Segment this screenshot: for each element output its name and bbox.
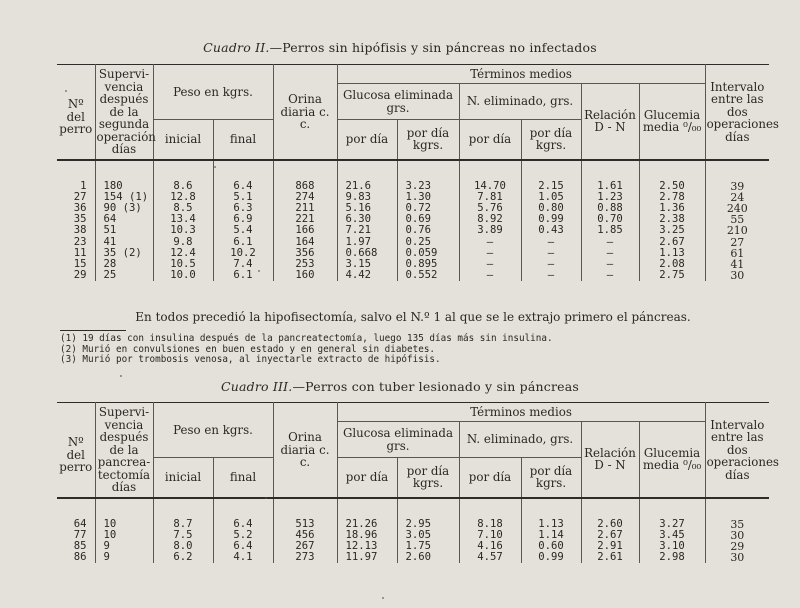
t3-header-interval-text: Intervalo entre las dos operaciones días — [706, 417, 779, 482]
cell-urine: 221 — [273, 214, 337, 225]
cell-glucose-per-day: 9.83 — [337, 192, 397, 203]
cell-interval: 27 — [705, 237, 769, 248]
scan-speck — [258, 270, 260, 272]
cell-urine: 166 — [273, 225, 337, 236]
cell-glucose-per-day: 5.16 — [337, 203, 397, 214]
t3-header-survival — [95, 403, 153, 498]
t3-header-nitrogen-per-day-text: por día — [468, 470, 512, 484]
cell-nitrogen-per-day: — — [459, 270, 521, 281]
table-row — [57, 225, 769, 236]
cell-glucose-per-day-kg: 1.75 — [397, 541, 459, 552]
cell-weight-initial: 8.6 — [153, 181, 213, 192]
cell-weight-initial: 10.0 — [153, 270, 213, 281]
cell-interval: 240 — [705, 203, 769, 214]
cell-glucose-per-day-kg: 2.60 — [397, 552, 459, 563]
cell-survival: 9 — [95, 541, 153, 552]
cell-glucose-per-day: 12.13 — [337, 541, 397, 552]
cell-interval: 24 — [705, 192, 769, 203]
cell-survival: 10 — [95, 530, 153, 541]
header-urine-text: Orina diaria c. c. — [280, 92, 330, 131]
table3 — [57, 402, 779, 565]
cell-glucose-per-day-kg: 0.69 — [397, 214, 459, 225]
cell-survival: 64 — [95, 214, 153, 225]
header-glycemia — [639, 84, 705, 160]
cell-glucose-per-day: 0.668 — [337, 248, 397, 259]
cell-weight-final: 6.3 — [213, 203, 273, 214]
spacer-cell — [337, 498, 397, 519]
cell-glycemia: 3.25 — [639, 225, 705, 236]
cell-dn-ratio: — — [581, 248, 639, 259]
cell-nitrogen-per-day: — — [459, 248, 521, 259]
cell-dn-ratio: 2.67 — [581, 530, 639, 541]
t3-header-weight-text: Peso en kgrs. — [173, 422, 253, 437]
cell-glucose-per-day: 18.96 — [337, 530, 397, 541]
cell-weight-final: 5.4 — [213, 225, 273, 236]
cell-urine: 160 — [273, 270, 337, 281]
cell-glycemia: 2.98 — [639, 552, 705, 563]
cell-nitrogen-per-day-kg: 0.60 — [521, 541, 581, 552]
cell-glucose-per-day-kg: 0.25 — [397, 237, 459, 248]
header-weight — [153, 65, 273, 120]
cell-glucose-per-day-kg: 0.552 — [397, 270, 459, 281]
cell-dog-no: 85 — [73, 539, 87, 552]
cell-glucose-per-day-kg: 2.95 — [397, 519, 459, 530]
spacer-cell — [213, 160, 273, 181]
cell-nitrogen-per-day-kg: 2.15 — [521, 181, 581, 192]
cell-dog-no: 77 — [73, 528, 87, 541]
t3-header-final — [213, 458, 273, 498]
cell-glucose-per-day-kg: 0.059 — [397, 248, 459, 259]
t3-header-urine — [273, 403, 337, 498]
cell-glucose-per-day: 6.30 — [337, 214, 397, 225]
cell-interval: 55 — [705, 214, 769, 225]
cell-interval: 39 — [705, 181, 769, 192]
t3-header-initial — [153, 458, 213, 498]
spacer-cell — [213, 498, 273, 519]
header-nitrogen-per-day-text: por día — [468, 132, 512, 146]
cell-weight-final: 6.4 — [213, 181, 273, 192]
cell-dog-no: 35 — [73, 213, 87, 226]
cell-nitrogen-per-day-kg: — — [521, 270, 581, 281]
cell-glycemia: 2.78 — [639, 192, 705, 203]
cell-dn-ratio: 1.85 — [581, 225, 639, 236]
header-average-text: Términos medios — [470, 66, 572, 81]
cell-urine: 356 — [273, 248, 337, 259]
cell-glucose-per-day-kg: 3.05 — [397, 530, 459, 541]
cell-glycemia: 2.75 — [639, 270, 705, 281]
cell-nitrogen-per-day-kg: 0.80 — [521, 203, 581, 214]
cell-weight-initial: 12.8 — [153, 192, 213, 203]
cell-survival: 154 (1) — [95, 192, 153, 203]
cell-dog-no: 11 — [73, 246, 87, 259]
spacer-cell — [95, 498, 153, 519]
header-final-text: final — [229, 132, 257, 146]
footnote-2: (2) Murió en convulsiones en buen estado y en general sin diabetes. — [60, 343, 436, 355]
cell-dn-ratio: 1.23 — [581, 192, 639, 203]
cell-nitrogen-per-day-kg: 0.99 — [521, 552, 581, 563]
spacer-cell — [521, 498, 581, 519]
t3-header-dog-no-text: Nº del perro — [59, 435, 93, 474]
cell-nitrogen-per-day: 4.16 — [459, 541, 521, 552]
t3-header-glucose-text: Glucosa eliminada grs. — [342, 426, 454, 453]
spacer-cell — [705, 498, 769, 519]
spacer-cell — [337, 160, 397, 181]
header-interval — [705, 65, 779, 160]
cell-nitrogen-per-day: 7.81 — [459, 192, 521, 203]
cell-nitrogen-per-day-kg: 0.99 — [521, 214, 581, 225]
cell-dn-ratio: 0.70 — [581, 214, 639, 225]
spacer-cell — [95, 160, 153, 181]
t3-header-dn — [581, 422, 639, 498]
t3-header-average — [337, 403, 705, 422]
table-spacer-row — [57, 160, 769, 181]
cell-nitrogen-per-day-kg: — — [521, 259, 581, 270]
spacer-cell — [397, 160, 459, 181]
table3-caption-prefix: Cuadro III. — [220, 379, 293, 394]
t3-header-nitrogen-per-day-kg-text: por día kgrs. — [529, 463, 573, 491]
t3-header-nitrogen-text: N. eliminado, grs. — [466, 432, 574, 447]
spacer-cell — [273, 160, 337, 181]
cell-urine: 211 — [273, 203, 337, 214]
cell-glucose-per-day-kg: 3.23 — [397, 181, 459, 192]
cell-urine: 273 — [273, 552, 337, 563]
t3-header-glucose-per-day — [337, 458, 397, 498]
t3-header-interval — [705, 403, 779, 498]
cell-nitrogen-per-day-kg: 1.13 — [521, 519, 581, 530]
t3-header-glucose-per-day-kg-text: por día kgrs. — [406, 463, 450, 491]
cell-weight-final: 10.2 — [213, 248, 273, 259]
cell-dog-no: 38 — [73, 224, 87, 237]
header-nitrogen-text: N. eliminado, grs. — [466, 94, 574, 109]
cell-urine: 513 — [273, 519, 337, 530]
cell-glycemia: 3.45 — [639, 530, 705, 541]
cell-dn-ratio: — — [581, 270, 639, 281]
t3-header-initial-text: inicial — [164, 470, 202, 484]
header-dog-no-text: Nº del perro — [59, 97, 93, 136]
header-dn — [581, 84, 639, 160]
cell-dog-no: 36 — [73, 201, 87, 214]
cell-nitrogen-per-day: 7.10 — [459, 530, 521, 541]
table-row — [57, 552, 769, 563]
spacer-cell — [521, 160, 581, 181]
cell-dog-no: 64 — [73, 517, 87, 530]
t3-header-urine-text: Orina diaria c. c. — [280, 430, 330, 469]
t3-header-dog-no — [57, 403, 95, 498]
t3-header-glucose-per-day-kg — [397, 458, 459, 498]
cell-glycemia: 2.50 — [639, 181, 705, 192]
table2-caption-text: —Perros sin hipófisis y sin páncreas no infectados — [269, 40, 597, 55]
cell-nitrogen-per-day-kg: 1.05 — [521, 192, 581, 203]
cell-interval: 61 — [705, 248, 769, 259]
cell-weight-initial: 10.3 — [153, 225, 213, 236]
header-glucose — [337, 84, 459, 120]
cell-weight-initial: 6.2 — [153, 552, 213, 563]
cell-glycemia: 1.36 — [639, 203, 705, 214]
cell-glycemia: 3.27 — [639, 519, 705, 530]
spacer-cell — [639, 498, 705, 519]
header-final — [213, 120, 273, 160]
cell-glucose-per-day: 7.21 — [337, 225, 397, 236]
table3-caption — [0, 379, 800, 394]
spacer-cell — [581, 160, 639, 181]
cell-weight-final: 4.1 — [213, 552, 273, 563]
spacer-cell — [153, 160, 213, 181]
cell-weight-initial: 10.5 — [153, 259, 213, 270]
t3-header-final-text: final — [229, 470, 257, 484]
cell-weight-final: 6.4 — [213, 541, 273, 552]
table3-body — [57, 498, 769, 564]
cell-nitrogen-per-day: — — [459, 259, 521, 270]
cell-survival: 28 — [95, 259, 153, 270]
cell-weight-initial: 9.8 — [153, 237, 213, 248]
header-dog-no — [57, 65, 95, 160]
footnote-1: (1) 19 días con insulina después de la pancreatectomía, luego 135 días más sin insulina. — [60, 333, 553, 344]
t3-header-average-text: Términos medios — [470, 404, 572, 419]
spacer-cell — [57, 160, 95, 181]
table3-caption-text: —Perros con tuber lesionado y sin páncreas — [292, 379, 580, 394]
table2 — [57, 64, 779, 283]
spacer-cell — [459, 498, 521, 519]
header-survival-text: Supervi-vencia después de la segunda operación días — [96, 67, 156, 156]
cell-glucose-per-day-kg: 0.895 — [397, 259, 459, 270]
cell-survival: 41 — [95, 237, 153, 248]
cell-survival: 51 — [95, 225, 153, 236]
cell-weight-initial: 12.4 — [153, 248, 213, 259]
t3-header-glucose — [337, 422, 459, 458]
cell-nitrogen-per-day-kg: — — [521, 248, 581, 259]
cell-glycemia: 2.08 — [639, 259, 705, 270]
cell-survival: 9 — [95, 552, 153, 563]
header-glycemia-text: Glucemia media ⁰/₀₀ — [642, 107, 702, 135]
spacer-cell — [581, 498, 639, 519]
header-nitrogen-per-day — [459, 120, 521, 160]
cell-glycemia: 1.13 — [639, 248, 705, 259]
header-dn-text: Relación D - N — [584, 107, 636, 135]
t3-header-glycemia-text: Glucemia media ⁰/₀₀ — [642, 445, 702, 473]
spacer-cell — [153, 498, 213, 519]
cell-dog-no: 15 — [73, 257, 87, 270]
cell-survival: 90 (3) — [95, 203, 153, 214]
header-nitrogen-per-day-kg — [521, 120, 581, 160]
cell-glycemia: 2.38 — [639, 214, 705, 225]
cell-dn-ratio: 2.91 — [581, 541, 639, 552]
footnote-3: (3) Murió por trombosis venosa, al inyectarle extracto de hipófisis. — [60, 354, 441, 366]
spacer-cell — [273, 498, 337, 519]
cell-glucose-per-day: 21.26 — [337, 519, 397, 530]
t3-header-nitrogen-per-day — [459, 458, 521, 498]
spacer-cell — [639, 160, 705, 181]
cell-glucose-per-day: 3.15 — [337, 259, 397, 270]
cell-urine: 274 — [273, 192, 337, 203]
footnote-rule — [60, 330, 126, 331]
header-urine — [273, 65, 337, 160]
cell-nitrogen-per-day: 4.57 — [459, 552, 521, 563]
cell-interval: 30 — [705, 530, 769, 541]
cell-nitrogen-per-day: 8.92 — [459, 214, 521, 225]
spacer-cell — [459, 160, 521, 181]
t3-header-survival-text: Supervi-vencia después de la pancrea-tectomía días — [97, 405, 151, 494]
table2-body — [57, 160, 769, 282]
header-average — [337, 65, 705, 84]
cell-dog-no: 86 — [73, 551, 87, 564]
scan-speck — [214, 166, 216, 168]
cell-weight-final: 6.1 — [213, 270, 273, 281]
header-weight-text: Peso en kgrs. — [173, 84, 253, 99]
table2-caption — [0, 40, 800, 55]
t3-header-dn-text: Relación D - N — [584, 445, 636, 473]
cell-interval: 41 — [705, 259, 769, 270]
header-glucose-per-day-kg — [397, 120, 459, 160]
footnotes — [60, 334, 553, 366]
cell-glucose-per-day: 1.97 — [337, 237, 397, 248]
cell-urine: 253 — [273, 259, 337, 270]
cell-nitrogen-per-day: 5.76 — [459, 203, 521, 214]
t3-header-glucose-per-day-text: por día — [345, 470, 389, 484]
cell-nitrogen-per-day: 8.18 — [459, 519, 521, 530]
cell-dn-ratio: 0.88 — [581, 203, 639, 214]
table2-note: En todos precedió la hipofisectomía, salvo el N.º 1 al que se le extrajo primero el páncreas. — [135, 310, 691, 324]
cell-dn-ratio: 1.61 — [581, 181, 639, 192]
cell-glycemia: 2.67 — [639, 237, 705, 248]
cell-dog-no: 29 — [73, 269, 87, 282]
cell-weight-final: 5.2 — [213, 530, 273, 541]
header-initial — [153, 120, 213, 160]
cell-nitrogen-per-day: — — [459, 237, 521, 248]
cell-weight-initial: 8.5 — [153, 203, 213, 214]
cell-nitrogen-per-day: 3.89 — [459, 225, 521, 236]
cell-interval: 35 — [705, 519, 769, 530]
cell-weight-final: 6.4 — [213, 519, 273, 530]
cell-dn-ratio: 2.60 — [581, 519, 639, 530]
cell-dog-no: 1 — [80, 179, 87, 192]
header-nitrogen-per-day-kg-text: por día kgrs. — [529, 125, 573, 153]
scan-speck — [382, 597, 384, 599]
cell-dn-ratio: — — [581, 259, 639, 270]
scan-speck — [120, 375, 122, 377]
spacer-cell — [397, 498, 459, 519]
scan-speck — [265, 497, 267, 499]
cell-interval: 30 — [705, 270, 769, 281]
cell-glucose-per-day-kg: 0.72 — [397, 203, 459, 214]
cell-urine: 267 — [273, 541, 337, 552]
scan-speck — [65, 90, 67, 92]
header-glucose-per-day-text: por día — [345, 132, 389, 146]
cell-urine: 164 — [273, 237, 337, 248]
cell-nitrogen-per-day-kg: — — [521, 237, 581, 248]
cell-weight-initial: 7.5 — [153, 530, 213, 541]
cell-urine: 868 — [273, 181, 337, 192]
t3-header-nitrogen-per-day-kg — [521, 458, 581, 498]
spacer-cell — [705, 160, 769, 181]
cell-survival: 10 — [95, 519, 153, 530]
header-glucose-text: Glucosa eliminada grs. — [342, 88, 454, 115]
cell-weight-initial: 13.4 — [153, 214, 213, 225]
cell-glucose-per-day: 21.6 — [337, 181, 397, 192]
spacer-cell — [57, 498, 95, 519]
header-initial-text: inicial — [164, 132, 202, 146]
cell-weight-initial: 8.7 — [153, 519, 213, 530]
t3-header-glycemia — [639, 422, 705, 498]
cell-weight-final: 6.9 — [213, 214, 273, 225]
cell-glucose-per-day: 11.97 — [337, 552, 397, 563]
table-spacer-row — [57, 498, 769, 519]
cell-interval: 29 — [705, 541, 769, 552]
header-interval-text: Intervalo entre las dos operaciones días — [706, 79, 779, 144]
cell-survival: 180 — [95, 181, 153, 192]
table2-caption-prefix: Cuadro II. — [203, 40, 270, 55]
cell-dog-no: 23 — [73, 235, 87, 248]
header-survival — [95, 65, 156, 160]
cell-interval: 210 — [705, 225, 769, 236]
header-glucose-per-day — [337, 120, 397, 160]
cell-weight-final: 6.1 — [213, 237, 273, 248]
cell-survival: 35 (2) — [95, 248, 153, 259]
header-glucose-per-day-kg-text: por día kgrs. — [406, 125, 450, 153]
cell-weight-initial: 8.0 — [153, 541, 213, 552]
table-row — [57, 270, 769, 281]
cell-dn-ratio: — — [581, 237, 639, 248]
cell-weight-final: 7.4 — [213, 259, 273, 270]
cell-glucose-per-day-kg: 1.30 — [397, 192, 459, 203]
cell-glycemia: 3.10 — [639, 541, 705, 552]
cell-glucose-per-day: 4.42 — [337, 270, 397, 281]
cell-glucose-per-day-kg: 0.76 — [397, 225, 459, 236]
cell-nitrogen-per-day: 14.70 — [459, 181, 521, 192]
cell-interval: 30 — [705, 552, 769, 563]
t3-header-nitrogen — [459, 422, 581, 458]
t3-header-weight — [153, 403, 273, 458]
cell-urine: 456 — [273, 530, 337, 541]
cell-dn-ratio: 2.61 — [581, 552, 639, 563]
cell-nitrogen-per-day-kg: 0.43 — [521, 225, 581, 236]
cell-nitrogen-per-day-kg: 1.14 — [521, 530, 581, 541]
cell-survival: 25 — [95, 270, 153, 281]
cell-dog-no: 27 — [73, 190, 87, 203]
header-nitrogen — [459, 84, 581, 120]
cell-weight-final: 5.1 — [213, 192, 273, 203]
